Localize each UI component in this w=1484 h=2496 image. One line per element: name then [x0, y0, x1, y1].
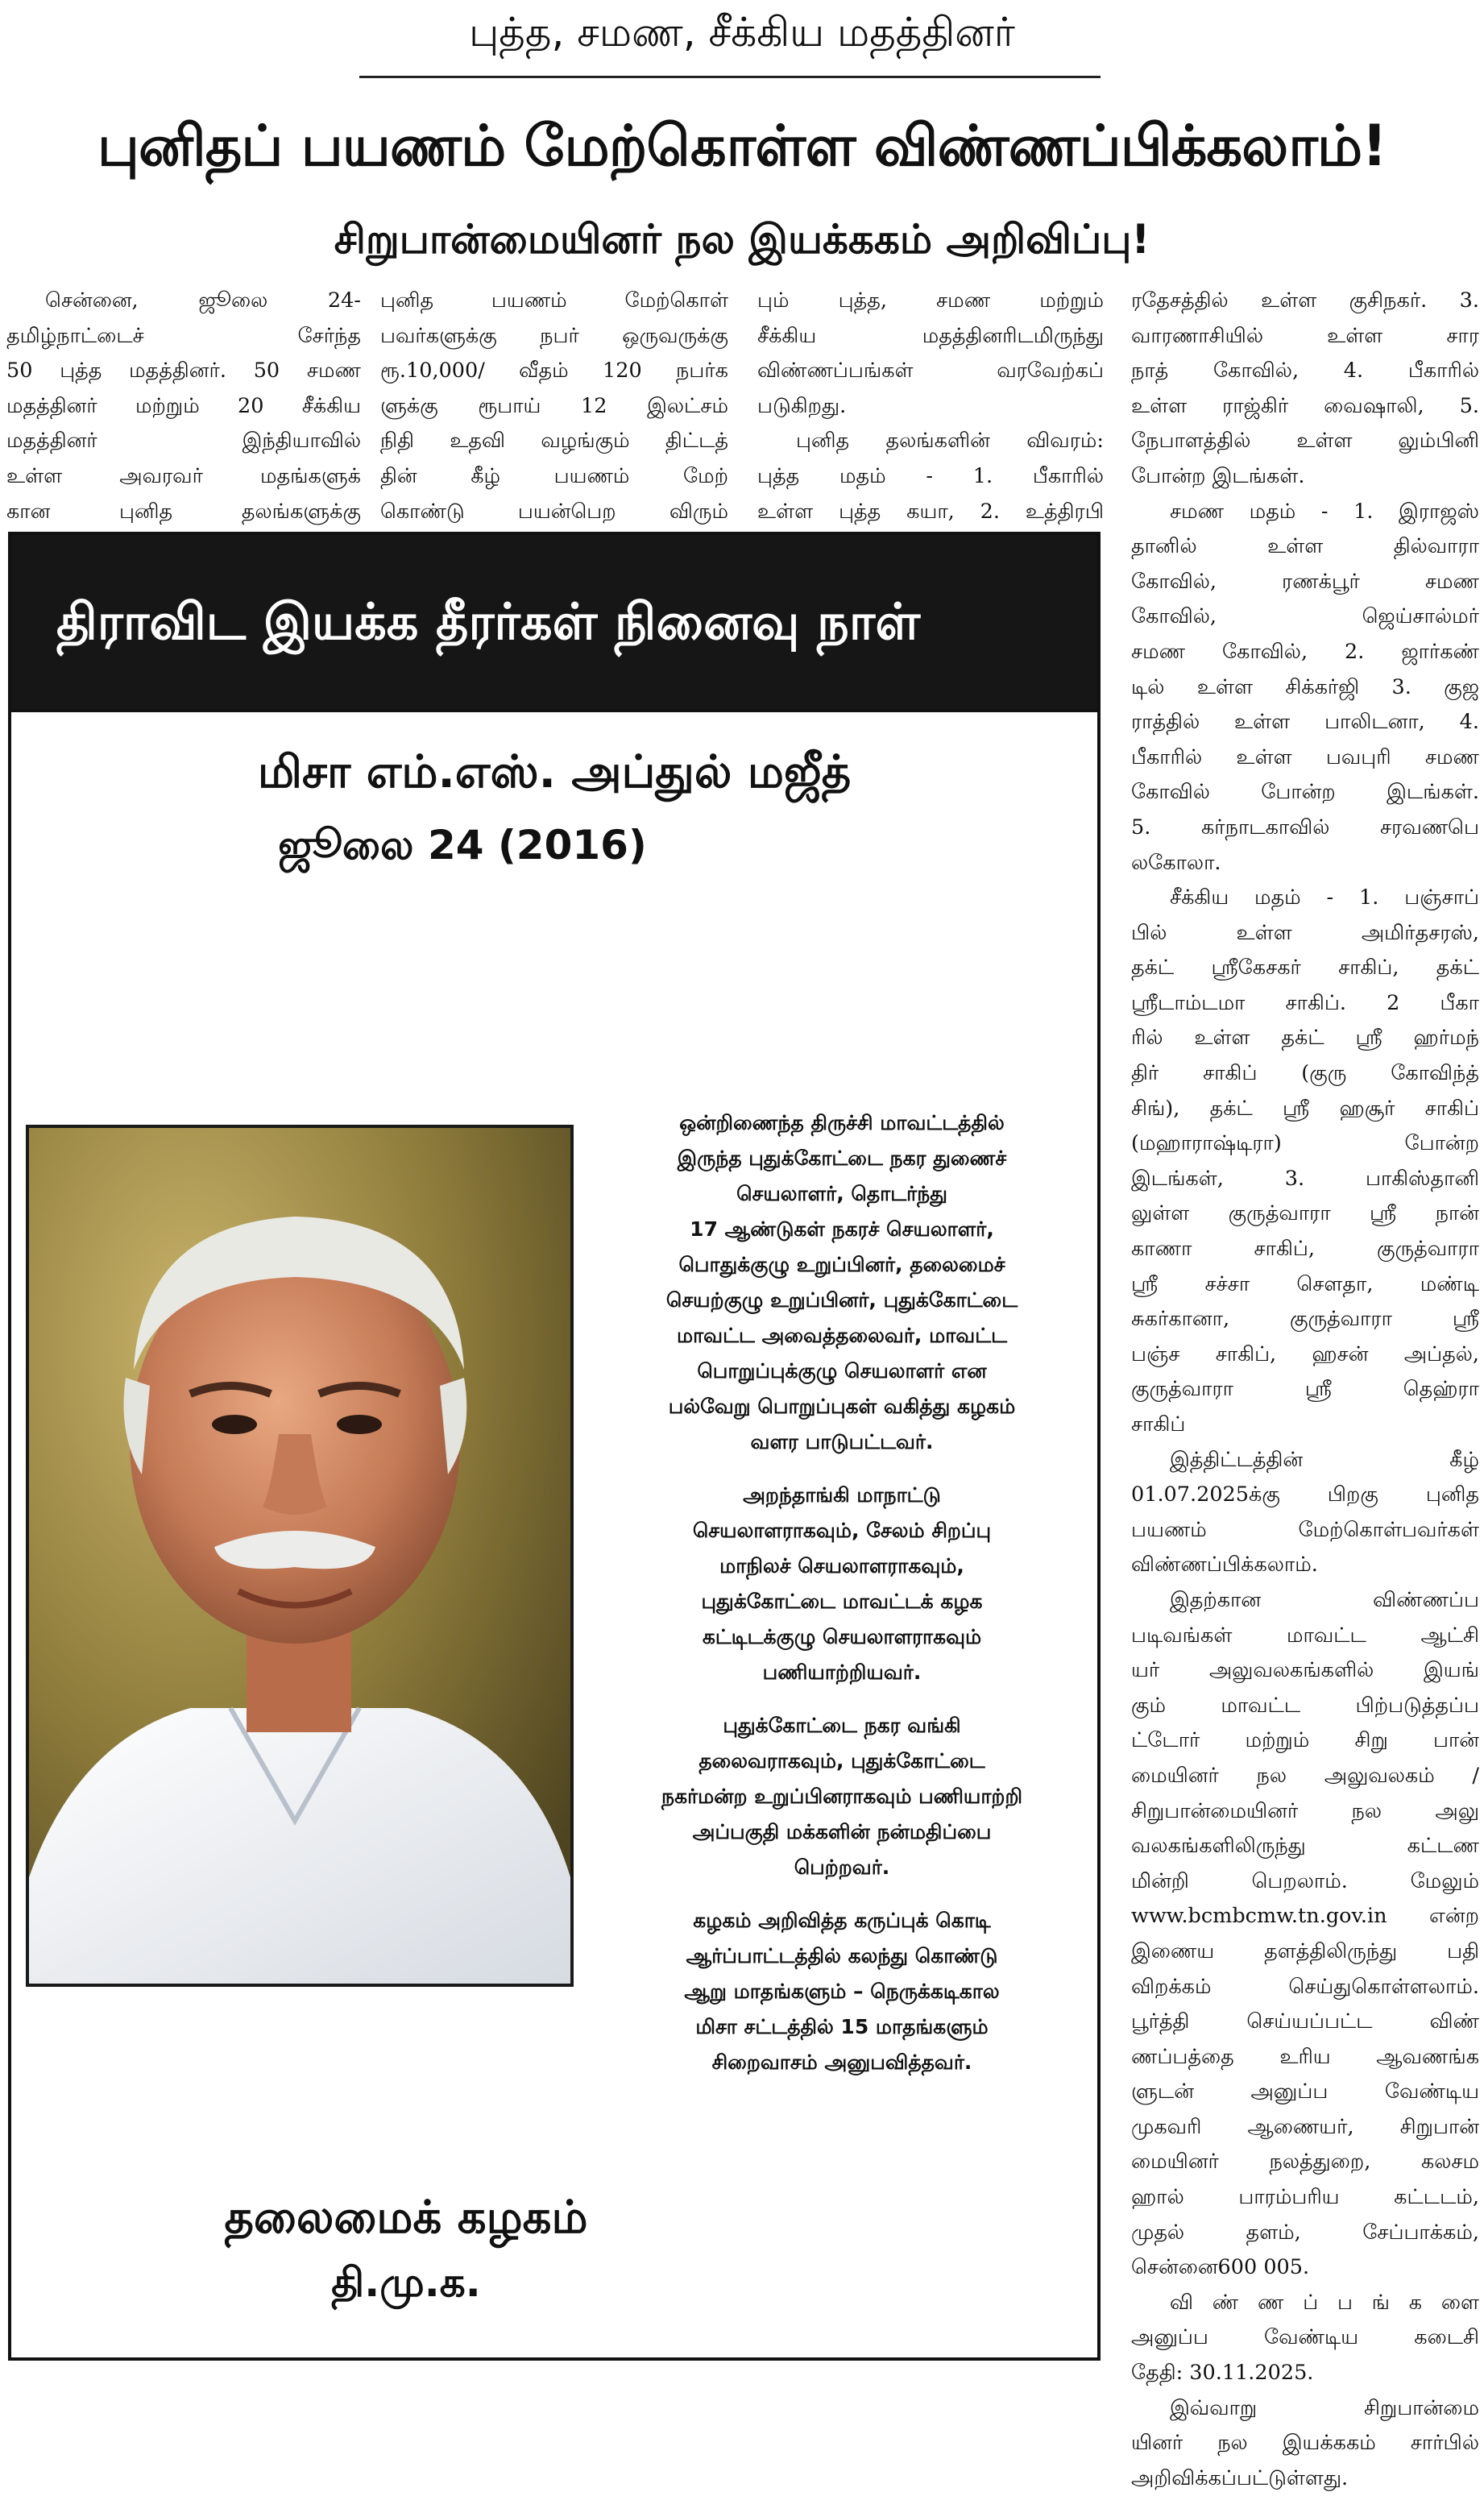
bio-line: 17 ஆண்டுகள் நகரச் செயலாளர், [690, 1217, 994, 1241]
bio-line: பொறுப்புக்குழு செயலாளர் என [697, 1359, 987, 1383]
article-line: பஞ்ச சாகிப், ஹசன் அப்தல், [1131, 1341, 1479, 1366]
subheadline: சிறுபான்மையினர் நல இயக்ககம் அறிவிப்பு! [334, 216, 1150, 263]
article-line: புனித தலங்களின் விவரம்: [796, 429, 1104, 454]
article-line: ஸ்ரீ சச்சா சௌதா, மண்டி [1131, 1271, 1479, 1296]
bio-line: நகர்மன்ற உறுப்பினராகவும் பணியாற்றி [661, 1785, 1022, 1808]
article-line: 5. கர்நாடகாவில் சரவணபெ [1131, 815, 1479, 840]
article-line: ளுடன் அனுப்ப வேண்டிய [1131, 2079, 1479, 2104]
article-line: சீக்கிய மதம் - 1. பஞ்சாப் [1170, 885, 1479, 910]
headline: புனிதப் பயணம் மேற்கொள்ள விண்ணப்பிக்கலாம்! [97, 113, 1387, 179]
article-line: அனுப்ப வேண்டிய கடைசி [1131, 2325, 1479, 2350]
article-line: சமண மதம் - 1. இராஜஸ் [1170, 499, 1479, 524]
article-line: இத்திட்டத்தின் கீழ் [1170, 1447, 1479, 1472]
article-column-4 [1131, 284, 1479, 2496]
article-line: ரூ.10,000/ வீதம் 120 நபர்க [380, 359, 728, 384]
article-line: கோவில், ரணக்பூர் சமண [1131, 569, 1479, 594]
bio-line: மிசா சட்டத்தில் 15 மாதங்களும் [695, 2015, 989, 2038]
article-column-2 [380, 284, 728, 529]
article-line: மதத்தினர் மற்றும் 20 சீக்கிய [6, 393, 361, 418]
article-line: தானில் உள்ள தில்வாரா [1131, 534, 1479, 559]
signoff-party: தி.மு.க. [331, 2259, 481, 2306]
article-line: நாத் கோவில், 4. பீகாரில் [1131, 359, 1479, 384]
signoff-organization: தலைமைக் கழகம் [224, 2191, 588, 2244]
article-line: படுகிறது. [757, 393, 847, 418]
bio-line: இருந்த புதுக்கோட்டை நகர துணைச் [677, 1146, 1007, 1170]
bio-line: மாநிலச் செயலாளராகவும், [719, 1554, 964, 1578]
bio-line: பொதுக்குழு உறுப்பினர், தலைமைச் [678, 1253, 1005, 1276]
article-line: திர் சாகிப் (குரு கோவிந்த் [1131, 1061, 1479, 1086]
bio-paragraph [588, 1478, 1096, 1690]
bio-line: புதுக்கோட்டை நகர வங்கி [723, 1714, 961, 1737]
article-line: தக்ட் ஸ்ரீகேசகர் சாகிப், தக்ட் [1131, 956, 1479, 981]
ad-banner: திராவிட இயக்க தீரர்கள் நினைவு நாள் [11, 535, 1097, 709]
article-line: 50 புத்த மதத்தினர். 50 சமண [6, 359, 361, 384]
article-line: மையினர் நலத்துறை, கலசம [1131, 2150, 1479, 2175]
memorial-date: ஜூலை 24 (2016) [278, 822, 647, 869]
bio-line: அறந்தாங்கி மாநாட்டு [743, 1483, 941, 1507]
article-line: இவ்வாறு சிறுபான்மை [1170, 2395, 1479, 2420]
article-line: டில் உள்ள சிக்கர்ஜி 3. குஜ [1131, 674, 1479, 699]
article-line: நிதி உதவி வழங்கும் திட்டத் [380, 429, 728, 454]
article-line: ரில் உள்ள தக்ட் ஸ்ரீ ஹர்மந் [1131, 1026, 1479, 1051]
article-line: உள்ள ராஜ்கிர் வைஷாலி, 5. [1131, 393, 1479, 418]
article-line: விண்ணப்பிக்கலாம். [1131, 1553, 1318, 1578]
article-line: யினர் நல இயக்ககம் சார்பில் [1131, 2431, 1479, 2456]
article-line: முகவரி ஆணையர், சிறுபான் [1131, 2114, 1479, 2139]
article-line: சிங்), தக்ட் ஸ்ரீ ஹசூர் சாகிப் [1131, 1096, 1479, 1121]
bio-line: ஒன்றிணைந்த திருச்சி மாவட்டத்தில் [679, 1111, 1005, 1134]
article-line: தின் கீழ் பயணம் மேற் [380, 463, 728, 488]
portrait-image [29, 1128, 570, 1984]
article-line: பில் உள்ள அமிர்தசரஸ், [1131, 920, 1479, 945]
article-line: வி ண் ண ப் ப ங் க ளை [1170, 2290, 1479, 2315]
article-line: சுகர்கானா, குருத்வாரா ஸ்ரீ [1131, 1307, 1479, 1332]
bio-paragraph [588, 1708, 1096, 1885]
bio-line: ஆறு மாதங்களும் – நெருக்கடிகால [684, 1980, 1000, 2003]
memorial-advertisement [8, 532, 1101, 2361]
article-line: சென்னை600 005. [1131, 2255, 1310, 2280]
article-line: 01.07.2025க்கு பிறகு புனித [1131, 1482, 1479, 1507]
bio-line: மாவட்ட அவைத்தலைவர், மாவட்ட [676, 1324, 1008, 1347]
bio-line: புதுக்கோட்டை மாவட்டக் கழக [701, 1590, 983, 1613]
article-line: ஹால் பாரம்பரிய கட்டடம், [1131, 2185, 1479, 2210]
bio-line: வளர பாடுபட்டவர். [750, 1430, 934, 1453]
bio-line: செயலாளர், தொடர்ந்து [736, 1182, 947, 1205]
article-line: கான புனித தலங்களுக்கு [6, 499, 361, 524]
article-line: மின்றி பெறலாம். மேலும் [1131, 1868, 1479, 1893]
bio-line: செயற்குழு உறுப்பினர், புதுக்கோட்டை [665, 1288, 1018, 1312]
article-line: வலகங்களிலிருந்து கட்டண [1131, 1834, 1479, 1859]
article-line: இதற்கான விண்ணப்ப [1170, 1587, 1479, 1612]
article-line: நேபாளத்தில் உள்ள லும்பினி [1131, 429, 1479, 454]
bio-line: தலைவராகவும், புதுக்கோட்டை [698, 1749, 985, 1772]
article-line: படிவங்கள் மாவட்ட ஆட்சி [1131, 1623, 1479, 1648]
bio-line: பெற்றவர். [794, 1855, 890, 1879]
portrait-photo [26, 1125, 574, 1987]
article-line: புனித பயணம் மேற்கொள் [380, 288, 728, 313]
bio-paragraph [588, 1903, 1096, 2080]
article-line: விறக்கம் செய்துகொள்ளலாம். [1131, 1974, 1479, 1999]
article-line: சென்னை, ஜூலை 24- [45, 288, 361, 313]
article-line: சாகிப் [1131, 1412, 1186, 1437]
article-line: குருத்வாரா ஸ்ரீ தெஹ்ரா [1131, 1377, 1479, 1402]
bio-line: செயலாளராகவும், சேலம் சிறப்பு [692, 1519, 992, 1542]
article-line: பவர்களுக்கு நபர் ஒருவருக்கு [380, 323, 728, 348]
bio-line: பல்வேறு பொறுப்புகள் வகித்து கழகம் [668, 1395, 1016, 1418]
article-line: சமண கோவில், 2. ஜார்கண் [1131, 639, 1479, 664]
bio-line: அப்பகுதி மக்களின் நன்மதிப்பை [692, 1820, 992, 1843]
article-line: இடங்கள், 3. பாகிஸ்தானி [1131, 1166, 1479, 1191]
bio-line: கட்டிடக்குழு செயலாளராகவும் [702, 1625, 982, 1648]
article-line: பயணம் மேற்கொள்பவர்கள் [1131, 1517, 1479, 1542]
article-line: விண்ணப்பங்கள் வரவேற்கப் [757, 359, 1104, 384]
article-line: கோவில், ஜெய்சால்மர் [1131, 604, 1479, 629]
article-line: லகோலா. [1131, 850, 1221, 875]
article-line: ணப்பத்தை உரிய ஆவணங்க [1131, 2044, 1479, 2069]
article-line: www.bcmbcmw.tn.gov.in என்ற [1131, 1904, 1479, 1929]
article-line: ளுக்கு ரூபாய் 12 இலட்சம் [380, 393, 728, 418]
article-line: வாரணாசியில் உள்ள சார [1131, 323, 1479, 348]
article-line: கோவில் போன்ற இடங்கள். [1131, 780, 1479, 805]
article-column-1 [6, 284, 361, 529]
article-line: சிறுபான்மையினர் நல அலு [1131, 1798, 1479, 1823]
article-column-3 [757, 284, 1104, 529]
article-line: தேதி: 30.11.2025. [1131, 2361, 1314, 2386]
article-line: (மஹாராஷ்டிரா) போன்ற [1131, 1131, 1479, 1156]
bio-paragraph [588, 1105, 1096, 1460]
article-line: பூர்த்தி செய்யப்பட்ட விண் [1131, 2009, 1479, 2034]
article-line: பீகாரில் உள்ள பவபுரி சமண [1131, 744, 1479, 769]
bio-line: பணியாற்றியவர். [762, 1661, 922, 1684]
kicker-divider [359, 76, 1101, 78]
article-line: ஸ்ரீடாம்டமா சாகிப். 2 பீகா [1131, 990, 1479, 1015]
bio-line: ஆர்ப்பாட்டத்தில் கலந்து கொண்டு [686, 1944, 998, 1967]
article-line: ட்டோர் மற்றும் சிறு பான் [1131, 1728, 1479, 1753]
bio-line: சிறைவாசம் அனுபவித்தவர். [711, 2050, 972, 2074]
article-line: ராத்தில் உள்ள பாலிடனா, 4. [1131, 710, 1479, 735]
honoree-name: மிசா எம்.எஸ். அப்துல் மஜீத் [257, 746, 852, 798]
kicker-heading: புத்த, சமண, சீக்கிய மதத்தினர் [469, 9, 1015, 56]
article-line: கொண்டு பயன்பெற விரும் [380, 499, 728, 524]
article-line: உள்ள புத்த கயா, 2. உத்திரபி [757, 499, 1104, 524]
article-line: அறிவிக்கப்பட்டுள்ளது. [1131, 2465, 1349, 2490]
article-line: லுள்ள குருத்வாரா ஸ்ரீ நான் [1131, 1201, 1479, 1226]
article-line: உள்ள அவரவர் மதங்களுக் [6, 463, 361, 488]
article-line: தமிழ்நாட்டைச் சேர்ந்த [6, 323, 361, 348]
article-line: காணா சாகிப், குருத்வாரா [1131, 1237, 1479, 1262]
article-line: மதத்தினர் இந்தியாவில் [6, 429, 361, 454]
article-line: புத்த மதம் - 1. பீகாரில் [757, 463, 1104, 488]
biography [588, 1105, 1096, 2098]
article-line: பும் புத்த, சமண மற்றும் [757, 288, 1104, 313]
article-line: சீக்கிய மதத்தினரிடமிருந்து [757, 323, 1104, 348]
bio-line: கழகம் அறிவித்த கருப்புக் கொடி [693, 1909, 991, 1932]
article-line: ரதேசத்தில் உள்ள குசிநகர். 3. [1131, 288, 1479, 313]
article-line: யர் அலுவலகங்களில் இயங் [1131, 1658, 1479, 1683]
article-line: போன்ற இடங்கள். [1131, 463, 1305, 488]
article-line: இணைய தளத்திலிருந்து பதி [1131, 1938, 1479, 1963]
article-line: மையினர் நல அலுவலகம் / [1131, 1763, 1479, 1788]
article-line: முதல் தளம், சேப்பாக்கம், [1131, 2220, 1479, 2245]
article-line: கும் மாவட்ட பிற்படுத்தப்ப [1131, 1693, 1479, 1718]
